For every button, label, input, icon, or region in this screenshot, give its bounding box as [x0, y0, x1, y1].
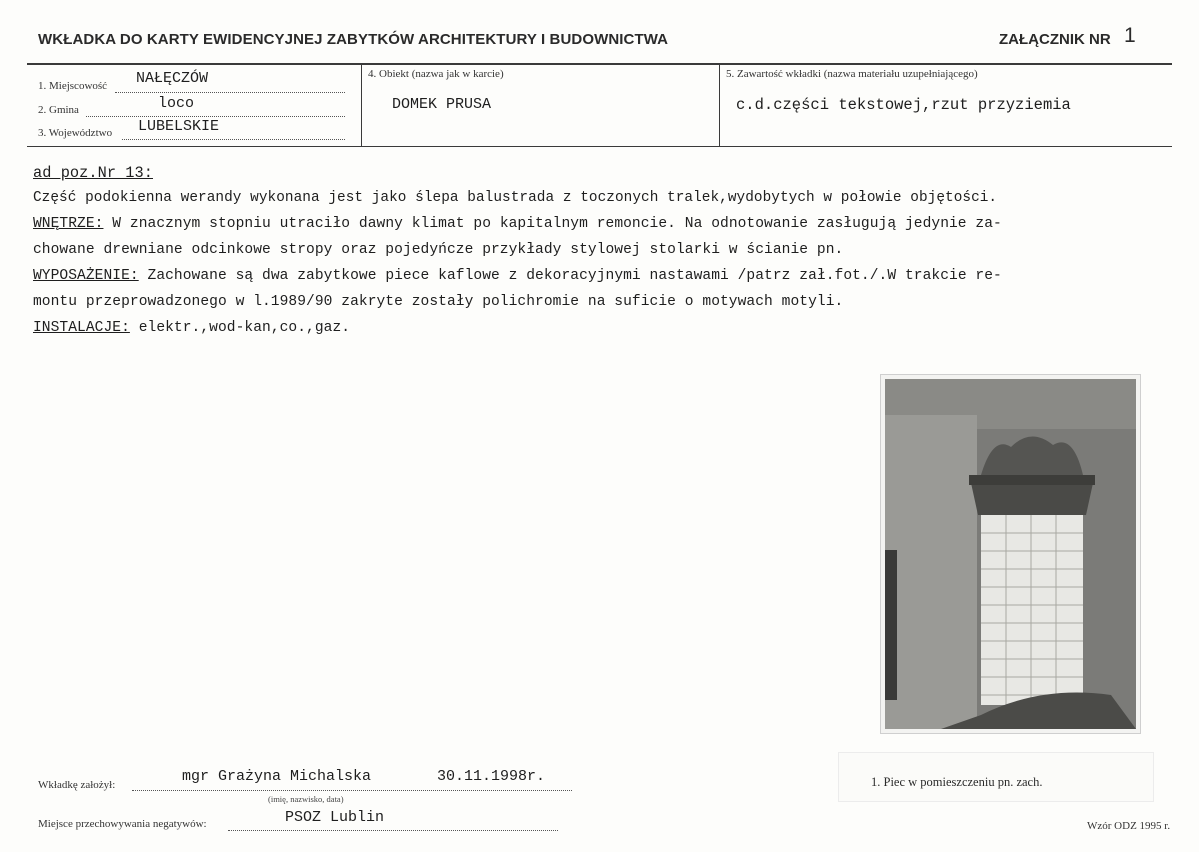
- table-divider-2: [719, 64, 720, 146]
- instalacje-line: [33, 320, 350, 336]
- wyposazenie-line-2: montu przeprowadzonego w l.1989/90 zakryte zostały polichromie na suficie o motywach motyli.: [33, 294, 844, 310]
- ref-line: [33, 164, 153, 182]
- wnetrze-line-2: chowane drewniane odcinkowe stropy oraz pojedyńcze przykłady stylowej stolarki w ścianie pn.: [33, 242, 844, 258]
- author-hint: (imię, nazwisko, data): [268, 794, 344, 804]
- photo-frame: [880, 374, 1141, 734]
- instalacje-label: INSTALACJE:: [33, 320, 130, 336]
- storage-label: Miejsce przechowywania negatywów:: [38, 818, 207, 830]
- body-line-1: Część podokienna werandy wykonana jest jako ślepa balustrada z toczonych tralek,wydobytych w połowie objętości.: [33, 190, 998, 206]
- table-bottom-border: [27, 146, 1172, 147]
- attachment-label: ZAŁĄCZNIK NR: [999, 31, 1111, 48]
- instalacje-text: elektr.,wod-kan,co.,gaz.: [129, 320, 351, 336]
- wyposazenie-text-1: Zachowane są dwa zabytkowe piece kaflowe z dekoracyjnymi nastawami /patrz zał.fot./.W trakcie re-: [138, 268, 1002, 284]
- obiekt-label: 4. Obiekt (nazwa jak w karcie): [368, 68, 504, 80]
- gmina-label: 2. Gmina: [38, 104, 79, 116]
- form-code: Wzór ODZ 1995 r.: [1087, 820, 1171, 832]
- wojewodztwo-dotline: [122, 139, 345, 140]
- date-value: 30.11.1998r.: [437, 768, 546, 785]
- zawartosc-value: c.d.części tekstowej,rzut przyziemia: [736, 96, 1071, 114]
- wyposazenie-label: WYPOSAŻENIE:: [33, 268, 139, 284]
- wojewodztwo-label: 3. Województwo: [38, 127, 113, 139]
- author-dotline: [132, 790, 572, 791]
- wyposazenie-line-1: [33, 268, 1002, 284]
- wojewodztwo-value: LUBELSKIE: [138, 118, 220, 135]
- storage-value: PSOZ Lublin: [285, 809, 385, 826]
- wnetrze-line-1: [33, 216, 1002, 232]
- author-value: mgr Grażyna Michalska: [182, 768, 372, 785]
- author-label: Wkładkę założył:: [38, 779, 116, 791]
- miejscowosc-dotline: [115, 92, 345, 93]
- storage-dotline: [228, 830, 558, 831]
- photo-caption: 1. Piec w pomieszczeniu pn. zach.: [871, 775, 1043, 789]
- obiekt-value: DOMEK PRUSA: [392, 96, 492, 113]
- ref-label: ad poz.Nr 13:: [33, 164, 153, 182]
- table-divider-1: [361, 64, 362, 146]
- document-title: WKŁADKA DO KARTY EWIDENCYJNEJ ZABYTKÓW ARCHITEKTURY I BUDOWNICTWA: [38, 31, 669, 48]
- wnetrze-text-1: W znacznym stopniu utraciło dawny klimat po kapitalnym remoncie. Na odnotowanie zasługują jedynie za-: [103, 216, 1002, 232]
- attachment-number: 1: [1124, 24, 1136, 47]
- miejscowosc-value: NAŁĘCZÓW: [136, 70, 209, 87]
- table-top-border: [27, 63, 1172, 65]
- gmina-dotline: [86, 116, 345, 117]
- zawartosc-label: 5. Zawartość wkładki (nazwa materiału uzupełniającego): [726, 68, 978, 80]
- stove-photo: [881, 375, 1140, 733]
- wnetrze-label: WNĘTRZE:: [33, 216, 104, 232]
- gmina-value: loco: [158, 95, 195, 112]
- miejscowosc-label: 1. Miejscowość: [38, 80, 108, 92]
